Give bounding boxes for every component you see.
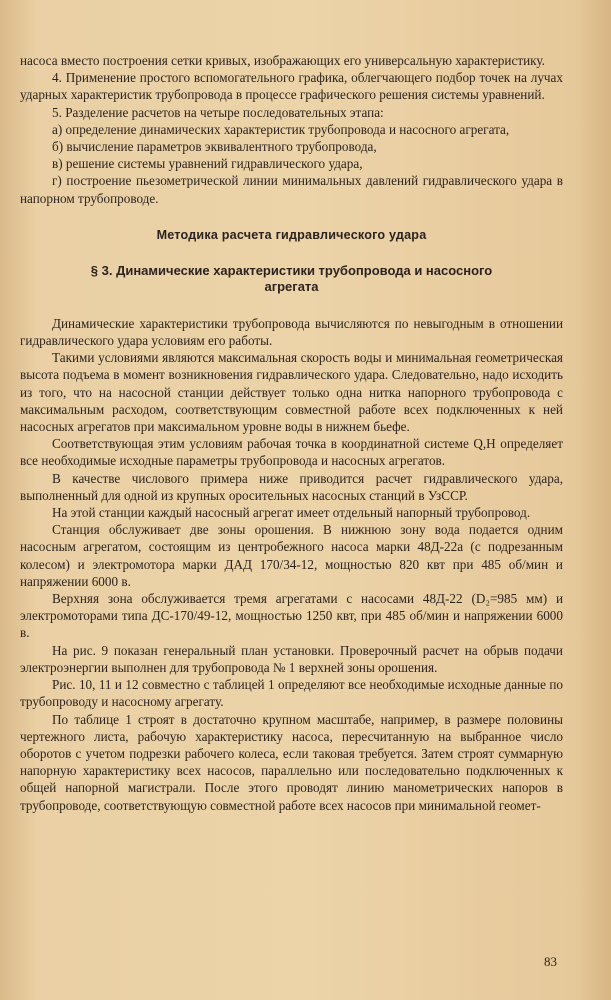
paragraph: Соответствующая этим условиям рабочая точка в координатной системе Q,H определяет все необходимые исходные параметры трубопровода и насосных агрегатов.: [20, 436, 563, 469]
list-item: а) определение динамических характеристик трубопровода и насосного агрегата,: [52, 121, 510, 137]
paragraph: По таблице 1 строят в достаточно крупном масштабе, например, в размере половины чертежного листа, рабочую характеристику насоса, пересчитанную на выбранное число оборотов с учетом подрезки рабочего колеса, если таковая требуется. Затем строят суммарную напорную характеристику всех насосов, параллельно или последовательно подключенных к общей напорной магистрали. После этого проводят линию манометрических напоров в трубопроводе, соответствующую совместной работе всех насосов при минимальной геомет-: [20, 711, 563, 813]
paragraph: На этой станции каждый насосный агрегат имеет отдельный напорный трубопровод.: [52, 505, 531, 521]
paragraph: Станция обслуживает две зоны орошения. В нижнюю зону вода подается одним насосным агрегатом, состоящим из центробежного насоса марки 48Д-22а (с подрезанным колесом) и электромотора марки ДАД 170/34-12, мощностью 820 квт при 485 об/мин и напряжении 6000 в.: [20, 522, 563, 589]
list-item: в) решение системы уравнений гидравлического удара,: [52, 156, 363, 172]
paragraph: 4. Применение простого вспомогательного графика, облегчающего подбор точек на лучах ударных характеристик трубопровода в процессе графического решения системы уравнений.: [20, 70, 563, 103]
paragraph: На рис. 9 показан генеральный план установки. Проверочный расчет на обрыв подачи электроэнергии выполнен для трубопровода № 1 верхней зоны орошения.: [20, 642, 563, 675]
paragraph: Верхняя зона обслуживается тремя агрегатами с насосами 48Д-22 (D₂=985 мм) и электромоторами типа ДС-170/49-12, мощностью 1250 квт, при 485 об/мин и напряжении 6000 в.: [20, 591, 563, 641]
paragraph: В качестве числового примера ниже приводится расчет гидравлического удара, выполненный для одной из крупных оросительных насосных станций в УзССР.: [20, 470, 563, 503]
list-item: б) вычисление параметров эквивалентного трубопровода,: [52, 139, 377, 155]
section-title: [20, 263, 563, 295]
chapter-title: Методика расчета гидравлического удара: [156, 227, 427, 242]
paragraph: Рис. 10, 11 и 12 совместно с таблицей 1 определяют все необходимые исходные данные по трубопроводу и насосному агрегату.: [20, 677, 563, 710]
page-number: 83: [544, 954, 557, 969]
paragraph: Такими условиями являются максимальная скорость воды и минимальная геометрическая высота подъема в момент возникновения гидравлического удара. Следовательно, надо исходить из того, что на насосной станции действует только одна нитка напорного трубопровода с максимальным расходом, соответствующим совместной работе всех подключенных к ней насосных агрегатов при максимальном уровне воды в нижнем бьефе.: [20, 350, 563, 435]
paragraph: Динамические характеристики трубопровода вычисляются по невыгодным в отношении гидравлического удара условиям его работы.: [20, 315, 563, 349]
paragraph: 5. Разделение расчетов на четыре последовательных этапа:: [52, 104, 384, 120]
section-title-line2: агрегата: [264, 278, 319, 294]
paragraph: насоса вместо построения сетки кривых, изображающих его универсальную характеристику.: [20, 53, 545, 68]
section-title-line1: § 3. Динамические характеристики трубопровода и насосного: [90, 262, 493, 278]
list-item: г) построение пьезометрической линии минимальных давлений гидравлического удара в напорном трубопроводе.: [20, 173, 563, 206]
